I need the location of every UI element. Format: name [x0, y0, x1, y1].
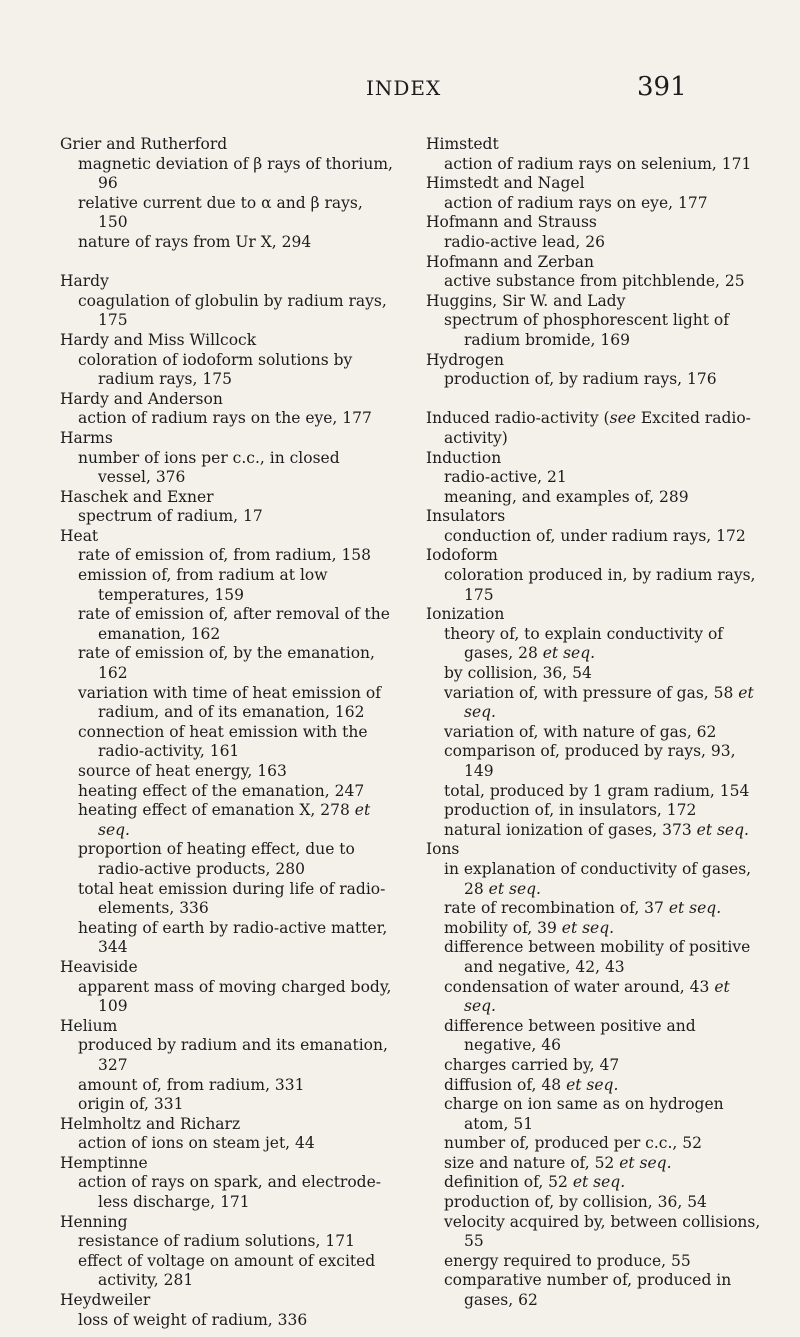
index-subentry: size and nature of, 52 et seq. — [444, 1153, 672, 1172]
index-subentry: effect of voltage on amount of excited activity, 281 — [78, 1251, 376, 1290]
index-subentry: production of, by radium rays, 176 — [444, 370, 717, 389]
index-subentry: origin of, 331 — [78, 1095, 184, 1114]
index-entry — [426, 605, 763, 840]
index-subentry: relative current due to α and β rays, 150 — [78, 193, 363, 232]
index-subentry: active substance from pitchblende, 25 — [444, 272, 745, 291]
index-entry — [60, 429, 395, 488]
page-header — [0, 72, 800, 106]
index-subentry: coagulation of globulin by radium rays, 175 — [78, 291, 387, 330]
index-heading: Heaviside — [60, 957, 138, 976]
index-entry — [60, 1213, 395, 1291]
index-entry — [426, 449, 763, 508]
index-entry — [60, 1017, 395, 1115]
index-heading: Helium — [60, 1016, 118, 1035]
index-entry — [60, 488, 395, 527]
index-subentry: proportion of heating effect, due to radio-active products, 280 — [78, 840, 355, 878]
index-heading: Hemptinne — [60, 1153, 148, 1172]
index-entry — [60, 1154, 395, 1213]
index-subentry: connection of heat emission with the radio-activity, 161 — [78, 722, 368, 761]
index-entry — [426, 292, 763, 351]
index-heading: Grier and Rutherford — [60, 135, 228, 153]
index-subentry: magnetic deviation of β rays of thorium, 96 — [78, 154, 393, 193]
index-heading: Hofmann and Strauss — [426, 213, 597, 232]
index-entry — [60, 390, 395, 429]
index-subentry: heating effect of the emanation, 247 — [78, 781, 365, 800]
index-entry — [426, 409, 763, 448]
index-subentry: source of heat energy, 163 — [78, 762, 287, 780]
index-heading: Haschek and Exner — [60, 487, 214, 506]
index-heading: Heat — [60, 526, 99, 545]
index-subentry: rate of emission of, by the emanation, 162 — [78, 644, 375, 683]
index-subentry: charge on ion same as on hydrogen atom, 51 — [444, 1095, 724, 1133]
index-subentry: condensation of water around, 43 et seq. — [444, 977, 730, 1016]
index-subentry: diffusion of, 48 et seq. — [444, 1075, 619, 1094]
index-subentry: total, produced by 1 gram radium, 154 — [444, 781, 750, 800]
index-subentry: variation of, with nature of gas, 62 — [444, 722, 717, 741]
index-heading: Hofmann and Zerban — [426, 252, 594, 271]
index-subentry: production of, by collision, 36, 54 — [444, 1193, 707, 1212]
index-heading: Hardy — [60, 272, 109, 291]
index-subentry: velocity acquired by, between collisions, 55 — [444, 1212, 761, 1251]
index-heading: Iodoform — [426, 546, 498, 565]
index-heading: Henning — [60, 1212, 128, 1231]
index-subentry: mobility of, 39 et seq. — [444, 918, 615, 937]
index-column-left — [60, 135, 395, 1330]
index-entry — [60, 331, 395, 390]
index-subentry: charges carried by, 47 — [444, 1055, 620, 1074]
index-entry — [60, 958, 395, 1017]
index-subentry: difference between mobility of positive and negative, 42, 43 — [444, 938, 751, 976]
index-entry — [426, 351, 763, 390]
index-subentry: heating effect of emanation X, 278 et seq. — [78, 801, 371, 839]
index-subentry: coloration of iodoform solutions by radium rays, 175 — [78, 350, 353, 389]
index-entry — [426, 840, 763, 1310]
index-subentry: action of radium rays on the eye, 177 — [78, 409, 372, 428]
index-subentry: number of ions per c.c., in closed vessel, 376 — [78, 448, 340, 487]
running-title: INDEX — [366, 76, 442, 100]
index-subentry: emission of, from radium at low temperatures, 159 — [78, 566, 328, 604]
index-entry — [60, 527, 395, 958]
index-subentry: variation of, with pressure of gas, 58 et seq. — [444, 683, 754, 722]
index-subentry: amount of, from radium, 331 — [78, 1075, 305, 1094]
index-heading: Hardy and Miss Willcock — [60, 330, 257, 349]
index-subentry: comparative number of, produced in gases, 62 — [444, 1271, 732, 1310]
index-heading: Induction — [426, 448, 502, 467]
index-entry — [426, 507, 763, 546]
index-heading: Helmholtz and Richarz — [60, 1114, 241, 1133]
index-subentry: theory of, to explain conductivity of gases, 28 et seq. — [444, 624, 724, 663]
index-entry — [60, 1115, 395, 1154]
index-heading: Heydweiler — [60, 1291, 151, 1310]
index-heading: Huggins, Sir W. and Lady — [426, 291, 626, 310]
index-subentry: total heat emission during life of radio-elements, 336 — [78, 879, 386, 918]
index-entry — [426, 213, 763, 252]
index-subentry: action of radium rays on eye, 177 — [444, 193, 708, 212]
index-heading: Induced radio-activity (see Excited radio-activity) — [426, 409, 751, 447]
page-number: 391 — [637, 72, 687, 102]
index-subentry: rate of emission of, from radium, 158 — [78, 546, 372, 565]
index-subentry: rate of emission of, after removal of the emanation, 162 — [78, 605, 390, 643]
index-heading: Hydrogen — [426, 350, 505, 369]
index-subentry: nature of rays from Ur X, 294 — [78, 232, 312, 251]
index-subentry: comparison of, produced by rays, 93, 149 — [444, 742, 736, 780]
index-subentry: apparent mass of moving charged body, 109 — [78, 977, 392, 1016]
index-subentry: produced by radium and its emanation, 327 — [78, 1036, 388, 1074]
index-heading: Hardy and Anderson — [60, 389, 223, 408]
index-subentry: coloration produced in, by radium rays, 175 — [444, 566, 756, 604]
index-subentry: difference between positive and negative, 46 — [444, 1016, 696, 1055]
index-subentry: action of ions on steam jet, 44 — [78, 1134, 315, 1153]
index-entry — [426, 174, 763, 213]
index-subentry: resistance of radium solutions, 171 — [78, 1232, 355, 1251]
index-heading: Ions — [426, 840, 460, 859]
index-heading: Ionization — [426, 605, 505, 624]
index-subentry: natural ionization of gases, 373 et seq. — [444, 820, 749, 839]
index-subentry: spectrum of phosphorescent light of radium bromide, 169 — [444, 311, 729, 349]
index-entry — [426, 546, 763, 605]
index-subentry: spectrum of radium, 17 — [78, 507, 263, 526]
index-subentry: heating of earth by radio-active matter, 344 — [78, 918, 388, 957]
index-subentry: action of rays on spark, and electrode-less discharge, 171 — [78, 1173, 382, 1212]
index-column-right — [426, 135, 763, 1311]
index-entry — [60, 272, 395, 331]
index-subentry: meaning, and examples of, 289 — [444, 487, 689, 506]
index-subentry: production of, in insulators, 172 — [444, 801, 697, 820]
index-subentry: by collision, 36, 54 — [444, 664, 592, 683]
index-subentry: definition of, 52 et seq. — [444, 1173, 626, 1192]
index-subentry: number of, produced per c.c., 52 — [444, 1134, 702, 1153]
index-heading: Insulators — [426, 507, 506, 526]
index-subentry: radio-active, 21 — [444, 468, 567, 487]
index-entry — [60, 135, 395, 253]
index-heading: Himstedt and Nagel — [426, 174, 585, 193]
index-entry — [426, 135, 763, 174]
index-subentry: in explanation of conductivity of gases, 28 et seq. — [444, 859, 752, 898]
index-subentry: loss of weight of radium, 336 — [78, 1310, 308, 1329]
index-subentry: rate of recombination of, 37 et seq. — [444, 899, 722, 918]
index-heading: Harms — [60, 428, 113, 447]
index-entry — [60, 1291, 395, 1330]
index-subentry: variation with time of heat emission of radium, and of its emanation, 162 — [78, 683, 381, 722]
index-subentry: radio-active lead, 26 — [444, 232, 605, 251]
index-subentry: action of radium rays on selenium, 171 — [444, 154, 752, 173]
index-subentry: conduction of, under radium rays, 172 — [444, 526, 746, 545]
index-subentry: energy required to produce, 55 — [444, 1251, 691, 1270]
index-entry — [426, 253, 763, 292]
index-heading: Himstedt — [426, 135, 499, 153]
